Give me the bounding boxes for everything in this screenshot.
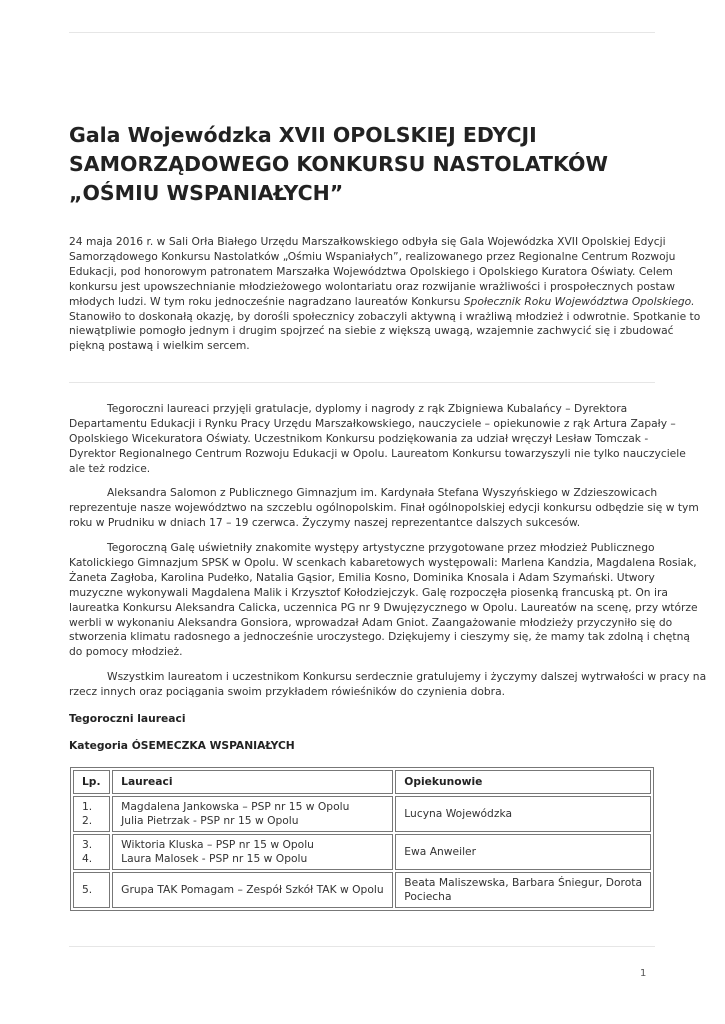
text-line: Aleksandra Salomon z Publicznego Gimnazjum im. Kardynała Stefana Wyszyńskiego w Zdzieszowicach: [107, 486, 658, 499]
cell-laureaci: [112, 796, 393, 832]
section-divider: [69, 382, 655, 383]
lp-number: 3.: [82, 838, 93, 851]
laureate-name: Grupa TAK Pomagam – Zespół Szkół TAK w Opolu: [121, 883, 384, 896]
text-line: Samorządowego Konkursu Nastolatków „Ośmiu Wspaniałych”, realizowanego przez Regionalne Centrum Rozwoju: [69, 249, 676, 263]
text-line: roku w Prudniku w dniach 17 – 19 czerwca. Życzymy naszej reprezentantce dalszych sukcesów.: [69, 515, 581, 529]
header-opiekunowie: Opiekunowie: [395, 770, 651, 794]
laureate-name: Wiktoria Kluska – PSP nr 15 w Opolu: [121, 838, 314, 851]
lp-number: 2.: [82, 814, 93, 827]
lp-number: 1.: [82, 800, 93, 813]
text-line: ale też rodzice.: [69, 461, 151, 475]
award-name: Społecznik Roku Województwa Opolskiego.: [463, 294, 695, 308]
text-line: Opolskiego Wicekuratora Oświaty. Uczestnikom Konkursu podziękowania za udział wręczył Lesław Tomczak -: [69, 431, 649, 445]
lp-number: 4.: [82, 852, 93, 865]
lp-number: 5.: [82, 883, 93, 896]
cell-lp: [73, 834, 110, 870]
laureates-table: [70, 767, 654, 911]
text-line: Żaneta Zagłoba, Karolina Pudełko, Natalia Gąsior, Emilia Kosno, Dominika Knosala i Adam Szymański. Utwory: [69, 570, 655, 584]
intro-paragraph: [69, 235, 701, 354]
header-laureaci: Laureaci: [112, 770, 393, 794]
cell-lp: [73, 872, 110, 908]
cell-laureaci: [112, 872, 393, 908]
table-row: [73, 872, 651, 908]
guardian-name: Ewa Anweiler: [404, 845, 477, 858]
laureate-name: Laura Malosek - PSP nr 15 w Opolu: [121, 852, 308, 865]
cell-opiekunowie: [395, 796, 651, 832]
category-heading: Kategoria ÓSEMECZKA WSPANIAŁYCH: [69, 739, 295, 752]
text-line: laureatka Konkursu Aleksandra Calicka, uczennica PG nr 9 Dwujęzycznego w Opolu. Laureatów na scenę, przy wtórze: [69, 600, 698, 614]
title-line: Gala Wojewódzka XVII OPOLSKIEJ EDYCJI: [69, 123, 537, 147]
header-lp: Lp.: [73, 770, 110, 794]
text-fragment: młodych ludzi. W tym roku jednocześnie nagradzano laureatów Konkursu: [69, 294, 464, 308]
cell-lp: [73, 796, 110, 832]
page-title: [69, 121, 659, 208]
text-line: Stanowiło to doskonałą okazję, by dorośli społecznicy zobaczyli aktywną i wrażliwą młodzież i odwrotnie. Spotkanie to: [69, 309, 701, 323]
text-line: piękną postawą i wielkim sercem.: [69, 339, 250, 353]
table-row: [73, 796, 651, 832]
text-line: Dyrektor Regionalnego Centrum Rozwoju Edukacji w Opolu. Laureatom Konkursu towarzyszyli nie tylko nauczyciele: [69, 446, 686, 460]
text-line: werbli w wykonaniu Aleksandra Gonsiora, wprowadzał Adam Gniot. Zaangażowanie młodzieży przyczyniło się do: [69, 615, 673, 629]
text-line: rzecz innych oraz pociągania swoim przykładem rówieśników do czynienia dobra.: [69, 684, 506, 698]
table-header-row: [73, 770, 651, 794]
text-line: stworzenia klimatu radosnego a jednocześnie uroczystego. Dziękujemy i cieszymy się, że mamy tak zdolną i chętną: [69, 630, 690, 644]
cell-laureaci: [112, 834, 393, 870]
text-line: Tegoroczną Galę uświetniły znakomite występy artystyczne przygotowane przez młodzież Publicznego: [107, 541, 655, 554]
text-line: niewątpliwie pomogło jednym i drugim spojrzeć na siebie z większą uwagą, wzajemnie zachwycić się i zbudować: [69, 324, 674, 338]
laureate-name: Julia Pietrzak - PSP nr 15 w Opolu: [121, 814, 299, 827]
guardian-name: Beata Maliszewska, Barbara Śniegur, Dorota: [404, 876, 642, 889]
text-line: do pomocy młodzież.: [69, 645, 183, 659]
text-line: [69, 294, 695, 310]
text-line: Edukacji, pod honorowym patronatem Marszałka Województwa Opolskiego i Opolskiego Kuratora Oświaty. Celem: [69, 264, 673, 278]
title-line: SAMORZĄDOWEGO KONKURSU NASTOLATKÓW: [69, 152, 608, 176]
section-heading: Tegoroczni laureaci: [69, 712, 186, 725]
text-line: Wszystkim laureatom i uczestnikom Konkursu serdecznie gratulujemy i życzymy dalszej wytrwałości w pracy na: [107, 670, 707, 683]
page-number: 1: [640, 968, 647, 979]
body-paragraph-4: [69, 670, 707, 700]
body-paragraph-1: [69, 402, 686, 477]
text-line: Katolickiego Gimnazjum SPSK w Opolu. W scenkach kabaretowych występowali: Marlena Kandzia, Magdalena Rosiak,: [69, 555, 697, 569]
footer-divider: [69, 946, 655, 947]
top-divider: [69, 32, 655, 33]
text-line: Departamentu Edukacji i Rynku Pracy Urzędu Marszałkowskiego, nauczyciele – opiekunowie z rąk Artura Zapały –: [69, 416, 676, 430]
cell-opiekunowie: [395, 872, 651, 908]
body-paragraph-3: [69, 541, 698, 660]
cell-opiekunowie: [395, 834, 651, 870]
table-row: [73, 834, 651, 870]
guardian-name: Lucyna Wojewódzka: [404, 807, 512, 820]
body-paragraph-2: [69, 486, 699, 531]
text-line: reprezentuje nasze województwo na szczeblu ogólnopolskim. Finał ogólnopolskiej edycji konkursu odbędzie się w tym: [69, 500, 699, 514]
text-line: muzyczne wykonywali Magdalena Malik i Krzysztof Kołodziejczyk. Galę rozpoczęła piosenką francuską pt. On ira: [69, 585, 668, 599]
text-line: konkursu jest upowszechnianie młodzieżowego wolontariatu oraz rozwijanie wrażliwości i prospołecznych postaw: [69, 279, 675, 293]
text-line: 24 maja 2016 r. w Sali Orła Białego Urzędu Marszałkowskiego odbyła się Gala Wojewódzka XVII Opolskiej Edycji: [69, 235, 666, 248]
guardian-name: Pociecha: [404, 890, 452, 903]
laureate-name: Magdalena Jankowska – PSP nr 15 w Opolu: [121, 800, 350, 813]
title-line: „OŚMIU WSPANIAŁYCH”: [69, 181, 344, 205]
text-line: Tegoroczni laureaci przyjęli gratulacje, dyplomy i nagrody z rąk Zbigniewa Kubalańcy – Dyrektora: [107, 402, 628, 415]
